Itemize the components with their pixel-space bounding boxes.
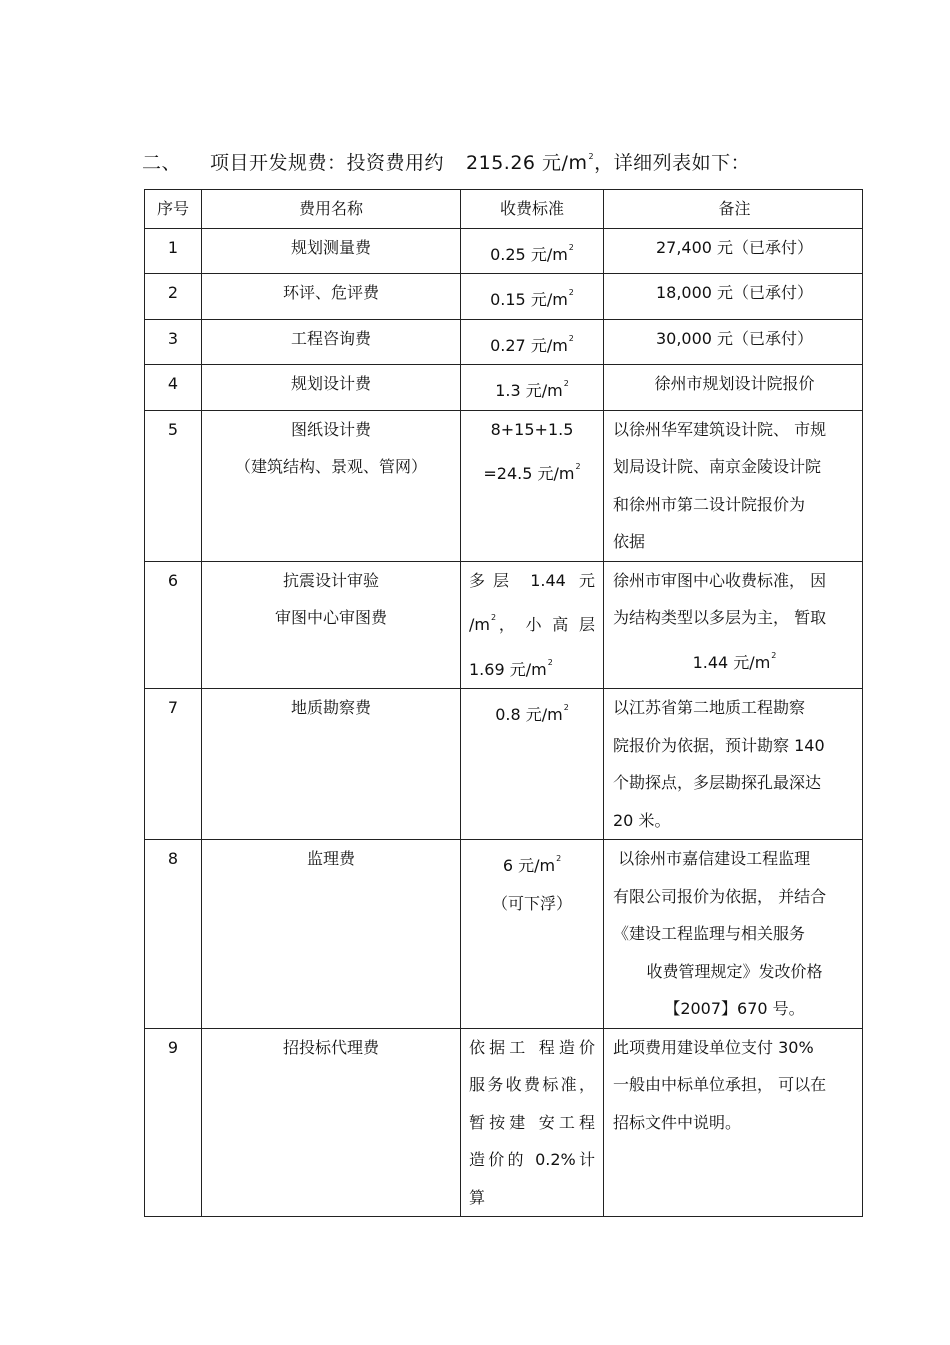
row-standard	[461, 561, 604, 689]
remark-line: 有限公司报价为依据， 并结合	[613, 886, 827, 906]
table-row	[145, 689, 863, 840]
standard-value: 6 元/m	[502, 856, 556, 875]
remark-line: 以江苏省第二地质工程勘察	[613, 698, 806, 717]
row-fee-name: 监理费	[202, 840, 461, 1029]
remark-line: 为结构类型以多层为主， 暂取	[613, 608, 827, 627]
standard-unit: /m	[469, 615, 490, 634]
standard-line	[469, 599, 595, 644]
table-row	[145, 410, 863, 561]
standard-unit: 元/m	[530, 290, 568, 309]
row-fee-name	[202, 561, 461, 689]
section-number: 二、	[142, 152, 182, 174]
remark-line: 一般由中标单位承担， 可以在	[613, 1075, 827, 1094]
row-fee-name	[202, 410, 461, 561]
standard-line: 暂按建 安工程	[469, 1112, 595, 1132]
remark-line: 和徐州市第二设计院报价为	[613, 494, 806, 514]
table-row	[145, 228, 863, 274]
standard-line: 算	[469, 1187, 486, 1207]
row-standard	[461, 274, 604, 320]
row-remark	[604, 689, 863, 840]
row-fee-name: 规划测量费	[202, 228, 461, 274]
remark-value: 1.44 元/m	[692, 652, 771, 672]
remark-line: 《建设工程监理与相关服务	[613, 924, 806, 943]
row-index: 4	[145, 365, 202, 411]
row-remark	[604, 410, 863, 561]
row-remark	[604, 1028, 863, 1217]
row-fee-name: 规划设计费	[202, 365, 461, 411]
row-remark: 30,000 元（已承付）	[604, 319, 863, 365]
row-index: 3	[145, 319, 202, 365]
remark-line: 20 米。	[613, 810, 671, 830]
standard-value: 1.3	[495, 381, 521, 400]
row-index: 1	[145, 228, 202, 274]
standard-value: 0.15	[490, 290, 526, 309]
remark-line: 依据	[613, 532, 646, 551]
heading-prefix: 项目开发规费：投资费用约	[210, 152, 445, 174]
table-row	[145, 274, 863, 320]
standard-line	[469, 644, 595, 689]
section-heading	[142, 148, 750, 175]
remark-line: 以徐州华军建筑设计院、 市规	[613, 419, 827, 439]
header-fee-name: 费用名称	[202, 190, 461, 229]
standard-unit: 元/m	[530, 335, 568, 355]
standard-line: 8+15+1.5	[490, 419, 574, 439]
table-header-row	[145, 190, 863, 229]
standard-value: 1.69 元/m	[469, 659, 547, 679]
header-index: 序号	[145, 190, 202, 229]
unit-exponent: 2	[547, 657, 553, 667]
row-standard	[461, 840, 604, 1029]
row-index: 5	[145, 410, 202, 561]
standard-line: （可下浮）	[491, 893, 572, 913]
remark-line: 划局设计院、南京金陵设计院	[613, 457, 822, 476]
standard-value: 0.25	[490, 244, 526, 264]
standard-line: 依据工 程造价	[469, 1037, 595, 1057]
standard-line: 造价的 0.2%计	[469, 1150, 595, 1169]
remark-line: 院报价为依据，预计勘察 140	[613, 735, 825, 755]
heading-unit-exponent: 2	[588, 152, 595, 161]
unit-exponent: 2	[563, 703, 569, 712]
row-fee-name: 环评、危评费	[202, 274, 461, 320]
unit-exponent: 2	[568, 288, 574, 297]
remark-line: 招标文件中说明。	[613, 1112, 742, 1132]
row-standard	[461, 365, 604, 411]
row-remark	[604, 561, 863, 689]
standard-unit: 元/m	[525, 705, 563, 724]
row-index: 7	[145, 689, 202, 840]
heading-amount: 215.26	[466, 152, 536, 174]
remark-line: 个勘探点，多层勘探孔最深达	[613, 773, 822, 792]
row-fee-name: 地质勘察费	[202, 689, 461, 840]
row-remark: 18,000 元（已承付）	[604, 274, 863, 320]
standard-text: ， 小 高 层	[496, 615, 595, 634]
row-index: 6	[145, 561, 202, 689]
unit-exponent: 2	[568, 333, 574, 343]
header-standard: 收费标准	[461, 190, 604, 229]
row-index: 9	[145, 1028, 202, 1217]
row-remark	[604, 840, 863, 1029]
unit-exponent: 2	[575, 462, 581, 471]
fee-name-line: 抗震设计审验	[282, 570, 379, 590]
header-remark: 备注	[604, 190, 863, 229]
unit-exponent: 2	[563, 379, 569, 388]
standard-value: 0.8	[495, 705, 521, 724]
standard-value: 0.27	[490, 335, 526, 355]
remark-line: 以徐州市嘉信建设工程监理	[613, 849, 811, 868]
remark-line: 收费管理规定》发改价格	[646, 961, 823, 981]
unit-exponent: 2	[556, 854, 562, 863]
table-row	[145, 365, 863, 411]
table-row	[145, 840, 863, 1029]
row-remark: 27,400 元（已承付）	[604, 228, 863, 274]
unit-exponent: 2	[771, 650, 777, 660]
row-standard	[461, 689, 604, 840]
table-row	[145, 561, 863, 689]
row-fee-name: 工程咨询费	[202, 319, 461, 365]
row-fee-name: 招投标代理费	[202, 1028, 461, 1217]
row-index: 2	[145, 274, 202, 320]
row-index: 8	[145, 840, 202, 1029]
heading-unit: 元/m	[542, 152, 588, 174]
standard-unit: 元/m	[530, 244, 568, 264]
remark-line: 【2007】670 号。	[664, 999, 805, 1018]
row-remark: 徐州市规划设计院报价	[604, 365, 863, 411]
row-standard	[461, 228, 604, 274]
standard-line	[469, 840, 595, 885]
unit-exponent: 2	[490, 613, 497, 622]
standard-line: 多层 1.44 元	[469, 570, 595, 590]
standard-total: =24.5 元/m	[483, 464, 575, 483]
remark-line: 徐州市审图中心收费标准， 因	[613, 570, 827, 590]
table-row	[145, 1028, 863, 1217]
heading-suffix: ，详细列表如下：	[594, 152, 751, 174]
remark-line: 此项费用建设单位支付 30%	[613, 1037, 814, 1057]
standard-line: 服务收费标准，	[469, 1075, 595, 1094]
unit-exponent: 2	[568, 242, 574, 252]
fee-name-line: 图纸设计费	[290, 419, 371, 439]
row-standard	[461, 410, 604, 561]
fee-name-line: （建筑结构、景观、管网）	[234, 457, 427, 476]
row-standard	[461, 1028, 604, 1217]
standard-line	[469, 448, 595, 493]
row-standard	[461, 319, 604, 365]
fee-name-line: 审图中心审图费	[274, 608, 387, 627]
remark-line	[613, 637, 856, 682]
fee-table	[144, 189, 863, 1217]
standard-unit: 元/m	[525, 381, 563, 400]
table-row	[145, 319, 863, 365]
